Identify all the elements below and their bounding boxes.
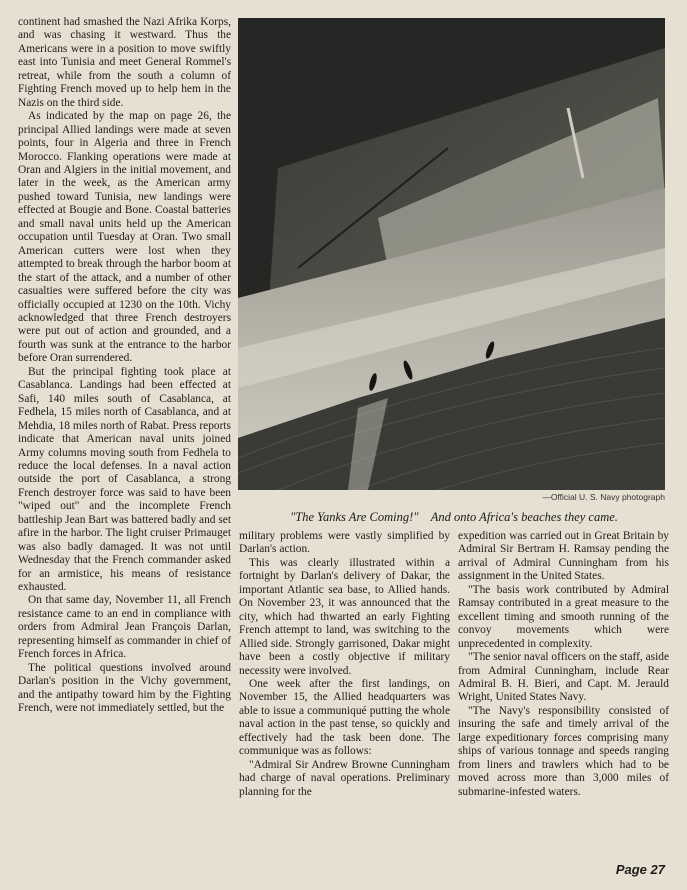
- paragraph: "The basis work contributed by Admiral Ramsay contributed in a great measure to the excellent timing and smooth running of the convoy movements which were unprecedented in complexity.: [458, 583, 669, 650]
- paragraph: The political questions involved around Darlan's position in the Vichy government, and the antipathy toward him by the Fighting French, were not immediately settled, but the: [18, 661, 231, 715]
- paragraph: continent had smashed the Nazi Afrika Korps, and was chasing it westward. Thus the Americans were in a position to move swiftly east into Tunisia and meet General Rommel's retreat, while from the south a column of Fighting French moved up to help hem in the Nazis on the third side.: [18, 16, 231, 109]
- paragraph: On that same day, November 11, all French resistance came to an end in compliance with orders from Admiral Jean François Darlan, representing himself as commander in chief of French forces in Africa.: [18, 594, 231, 661]
- beach-landing-photo-image: [238, 18, 665, 490]
- paragraph: But the principal fighting took place at Casablanca. Landings had been effected at Safi, 140 miles south of Casablanca, at Fedhela, 15 miles north of Casablanca, and at Mehdia, 18 miles north of Rabat. Press reports indicate that American naval units joined Army columns moving south from Fedhela to reduce the local defenses. In a naval action outside the port of Casablanca, a strong French destroyer force was said to have been "wiped out" and the incomplete French battleship Jean Bart was battered badly and set afire in the harbor. The light cruiser Primauget was also badly damaged. It was not until Wednesday that the French commander asked for an armistice, his means of resistance exhausted.: [18, 365, 231, 594]
- paragraph: military problems were vastly simplified by Darlan's action.: [239, 530, 450, 556]
- caption-text: And onto Africa's beaches they came.: [430, 510, 618, 524]
- paragraph: "The senior naval officers on the staff, aside from Admiral Cunningham, include Rear Admiral B. H. Bieri, and Capt. M. Jerauld Wright, United States Navy.: [458, 651, 669, 704]
- paragraph: One week after the first landings, on November 15, the Allied headquarters was able to issue a communiqué putting the whole naval action in the past tense, so quickly and effectively had the task been done. The communique was as follows:: [239, 677, 450, 758]
- left-text-column: [18, 16, 231, 716]
- right-text-column: [458, 530, 669, 799]
- paragraph: expedition was carried out in Great Britain by Admiral Sir Bertram H. Ramsay pending the arrival of Admiral Cunningham from his assignment in the United States.: [458, 530, 669, 583]
- photo-caption: [238, 510, 670, 525]
- caption-quote: "The Yanks Are Coming!": [290, 510, 419, 524]
- paragraph: As indicated by the map on page 26, the principal Allied landings were made at seven points, four in Algeria and three in French Morocco. Flanking operations were made at Oran and Algiers in the initial movement, and later in the week, as the American army pushed toward Tunisia, new landings were effected at Bougie and Bone. Coastal batteries and small naval units held up the American occupation until Tuesday at Oran. Two small American cutters were lost when they attempted to break through the harbor boom at the start of the attack, and a number of other casualties were suffered before the city was officially occupied at 1230 on the 10th. Vichy acknowledged that three French destroyers were put out of action and grounded, and a fourth was sunk at the entrance to the harbor before Oran surrendered.: [18, 110, 231, 365]
- page-number: Page 27: [615, 862, 665, 877]
- middle-text-column: [239, 530, 450, 799]
- aerial-beach-photo: [238, 18, 665, 490]
- paragraph: This was clearly illustrated within a fortnight by Darlan's delivery of Dakar, the important Atlantic sea base, to Allied hands. On November 23, it was announced that the city, which had thwarted an early Fighting French attempt to land, was switching to the Allied side. Strongly garrisoned, Dakar might have been a costly objective if military necessity were involved.: [239, 556, 450, 677]
- paragraph: "Admiral Sir Andrew Browne Cunningham had charge of naval operations. Preliminary planning for the: [239, 758, 450, 798]
- paragraph: "The Navy's responsibility consisted of insuring the safe and timely arrival of the large expeditionary forces comprising many ships of various tonnage and speeds ranging from liners and trawlers which had to be moved across more than 3,000 miles of submarine-infested waters.: [458, 704, 669, 798]
- photo-credit: —Official U. S. Navy photograph: [542, 492, 665, 502]
